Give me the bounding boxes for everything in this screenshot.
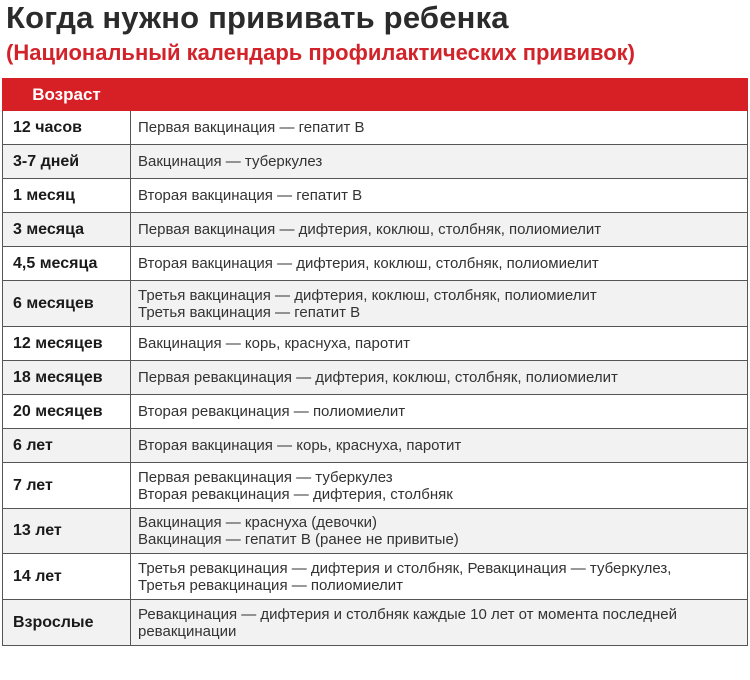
vaccination-line: Первая ревакцинация — дифтерия, коклюш, столбняк, полиомиелит: [138, 369, 618, 386]
table-row: [3, 247, 748, 281]
vaccination-line: Третья ревакцинация — полиомиелит: [138, 576, 404, 594]
table-row: [3, 361, 748, 395]
table-row: [3, 509, 748, 554]
age-cell: 18 месяцев: [3, 361, 131, 395]
vaccination-line: Вторая вакцинация — корь, краснуха, паротит: [138, 437, 462, 454]
vaccination-line: Вакцинация — корь, краснуха, паротит: [138, 335, 410, 352]
table-row: [3, 600, 748, 646]
vaccination-cell: [131, 361, 748, 395]
table-row: [3, 554, 748, 600]
vaccination-line: Первая вакцинация — дифтерия, коклюш, столбняк, полиомиелит: [138, 221, 602, 238]
vaccination-cell: [131, 213, 748, 247]
table-row: [3, 429, 748, 463]
table-row: [3, 327, 748, 361]
table-row: [3, 179, 748, 213]
table-row: [3, 463, 748, 509]
page-title: Когда нужно прививать ребенка: [6, 0, 509, 35]
vaccination-line: Вторая вакцинация — дифтерия, коклюш, столбняк, полиомиелит: [138, 255, 599, 272]
column-header-age: Возраст: [3, 79, 131, 111]
age-cell: 3-7 дней: [3, 145, 131, 179]
vaccination-line: Вторая ревакцинация — дифтерия, столбняк: [138, 485, 453, 503]
vaccination-line: Третья вакцинация — дифтерия, коклюш, столбняк, полиомиелит: [138, 286, 597, 304]
vaccination-line: Третья ревакцинация — дифтерия и столбняк, Ревакцинация — туберкулез,: [138, 559, 672, 577]
vaccination-line: Вакцинация — туберкулез: [138, 153, 323, 170]
vaccination-cell: [131, 600, 748, 646]
vaccination-cell: [131, 111, 748, 145]
table-row: [3, 281, 748, 327]
vaccination-cell: [131, 327, 748, 361]
vaccination-line: Третья вакцинация — гепатит В: [138, 303, 361, 321]
vaccination-line: ревакцинации: [138, 622, 237, 640]
vaccination-cell: [131, 179, 748, 213]
age-cell: Взрослые: [3, 600, 131, 646]
vaccination-cell: [131, 509, 748, 554]
vaccination-line: Первая ревакцинация — туберкулез: [138, 468, 393, 486]
vaccination-cell: [131, 554, 748, 600]
vaccination-cell: [131, 429, 748, 463]
vaccination-schedule-table: [2, 78, 748, 646]
vaccination-cell: [131, 463, 748, 509]
age-cell: 13 лет: [3, 509, 131, 554]
age-cell: 1 месяц: [3, 179, 131, 213]
column-header-vaccination: [131, 79, 748, 111]
age-cell: 7 лет: [3, 463, 131, 509]
page-subtitle: (Национальный календарь профилактических прививок): [6, 40, 636, 65]
table-row: [3, 111, 748, 145]
age-cell: 14 лет: [3, 554, 131, 600]
age-cell: 6 лет: [3, 429, 131, 463]
vaccination-cell: [131, 145, 748, 179]
vaccination-cell: [131, 395, 748, 429]
table-row: [3, 395, 748, 429]
age-cell: 3 месяца: [3, 213, 131, 247]
table-header-row: [3, 79, 748, 111]
vaccination-cell: [131, 247, 748, 281]
vaccination-line: Вакцинация — краснуха (девочки): [138, 514, 377, 531]
age-cell: 6 месяцев: [3, 281, 131, 327]
table-row: [3, 213, 748, 247]
vaccination-line: Вторая ревакцинация — полиомиелит: [138, 403, 406, 420]
age-cell: 4,5 месяца: [3, 247, 131, 281]
age-cell: 12 часов: [3, 111, 131, 145]
vaccination-cell: [131, 281, 748, 327]
vaccination-line: Вакцинация — гепатит В (ранее не привитые): [138, 531, 459, 548]
table-row: [3, 145, 748, 179]
vaccination-line: Вторая вакцинация — гепатит В: [138, 187, 363, 204]
vaccination-line: Первая вакцинация — гепатит В: [138, 119, 365, 136]
age-cell: 20 месяцев: [3, 395, 131, 429]
vaccination-line: Ревакцинация — дифтерия и столбняк каждые 10 лет от момента последней: [138, 605, 677, 623]
age-cell: 12 месяцев: [3, 327, 131, 361]
